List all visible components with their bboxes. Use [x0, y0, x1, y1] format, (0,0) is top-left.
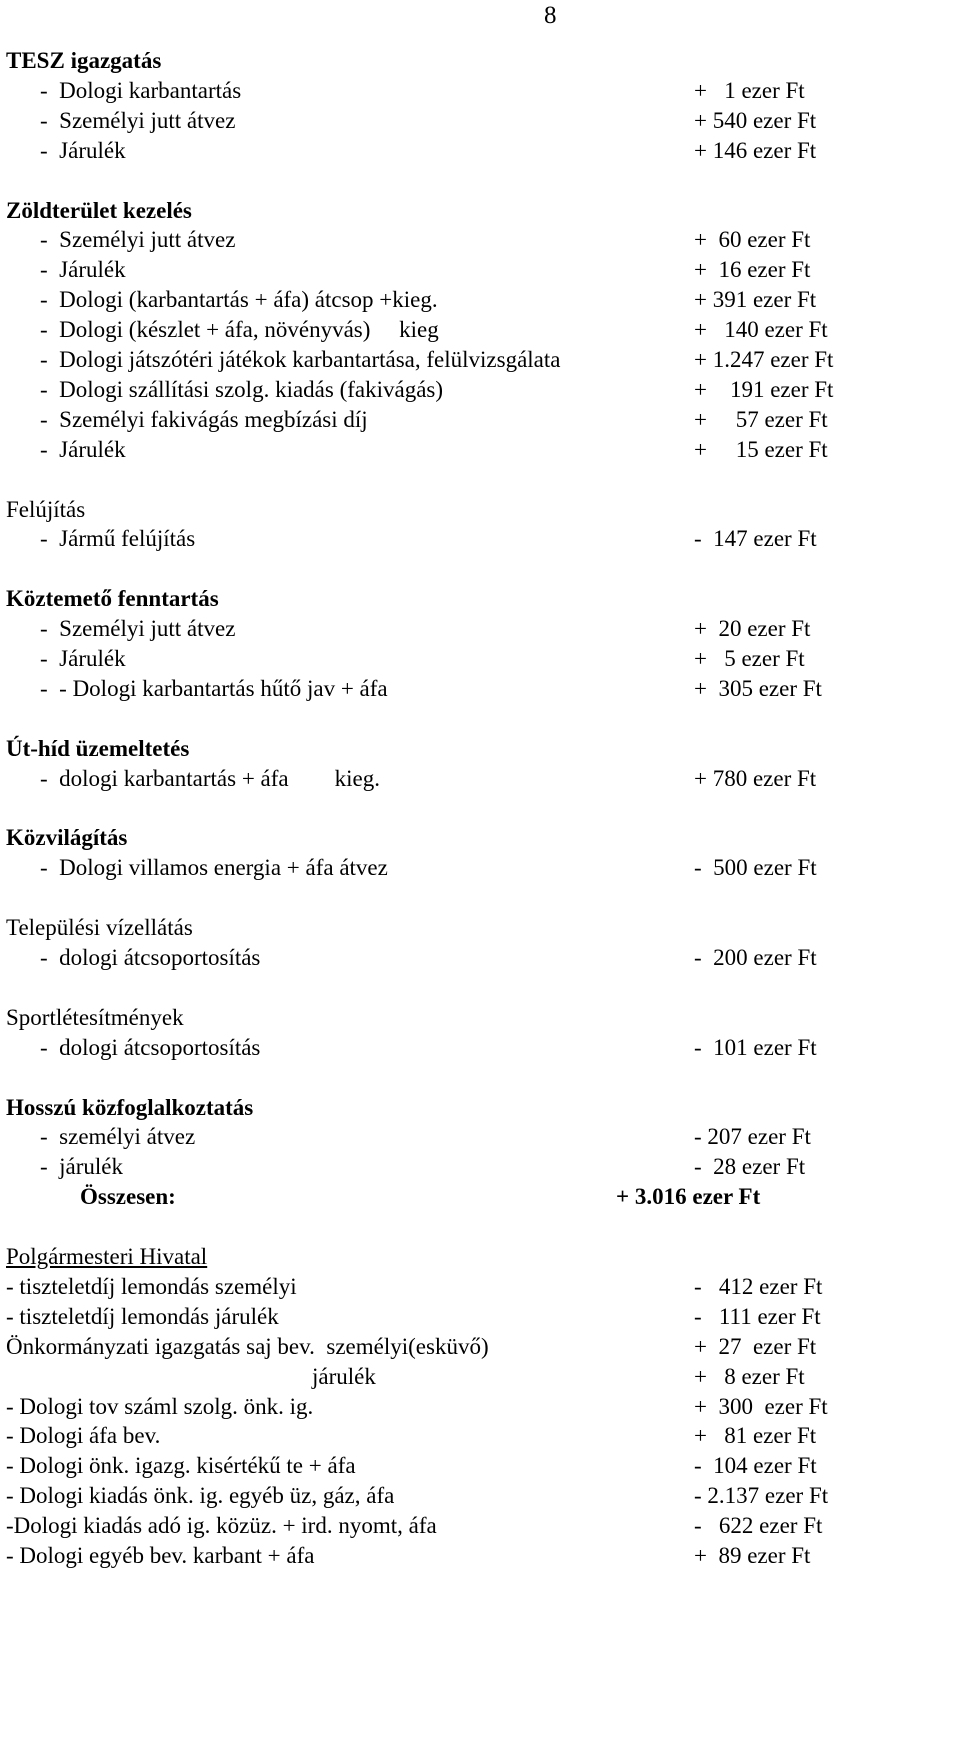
- blank-line: [0, 971, 960, 1004]
- line-amount: - 147 ezer Ft: [694, 526, 817, 551]
- line-amount: - 500 ezer Ft: [694, 855, 817, 880]
- line-item: [0, 762, 960, 795]
- line-label: Felújítás: [6, 497, 86, 522]
- line-item: [0, 433, 960, 466]
- blank-line: [0, 1210, 960, 1243]
- line-amount: - 101 ezer Ft: [694, 1035, 817, 1060]
- line-label: járulék: [312, 1364, 376, 1389]
- line-item: [0, 672, 960, 705]
- total-row: [0, 1180, 960, 1213]
- line-item: [0, 313, 960, 346]
- line-item: [0, 74, 960, 107]
- section-heading: [0, 44, 960, 77]
- line-amount: + 146 ezer Ft: [694, 138, 817, 163]
- line-item: [0, 104, 960, 137]
- line-label: Sportlétesítmények: [6, 1005, 184, 1030]
- line-label: - Járulék: [40, 646, 126, 671]
- line-item: [0, 1360, 960, 1393]
- line-amount: - 207 ezer Ft: [694, 1124, 811, 1149]
- line-amount: + 780 ezer Ft: [694, 766, 817, 791]
- line-label: Út-híd üzemeltetés: [6, 736, 190, 761]
- line-label: - Járulék: [40, 437, 126, 462]
- line-amount: + 300 ezer Ft: [694, 1394, 828, 1419]
- line-label: - Dologi tov száml szolg. önk. ig.: [6, 1394, 314, 1419]
- line-amount: + 140 ezer Ft: [694, 317, 828, 342]
- line-label: - Személyi jutt átvez: [40, 616, 236, 641]
- blank-line: [0, 164, 960, 197]
- blank-line: [0, 1061, 960, 1094]
- line-label: -Dologi kiadás adó ig. közüz. + ird. nyomt, áfa: [6, 1513, 437, 1538]
- line-label: - személyi átvez: [40, 1124, 196, 1149]
- line-label: - Dologi (karbantartás + áfa) átcsop +kieg.: [40, 287, 438, 312]
- line-amount: + 1.247 ezer Ft: [694, 347, 834, 372]
- line-item: [0, 1509, 960, 1542]
- line-label: - tiszteletdíj lemondás járulék: [6, 1304, 279, 1329]
- section-heading: [0, 911, 960, 944]
- line-item: [0, 1330, 960, 1363]
- line-amount: + 57 ezer Ft: [694, 407, 828, 432]
- line-amount: + 16 ezer Ft: [694, 257, 811, 282]
- line-item: [0, 403, 960, 436]
- section-heading: [0, 582, 960, 615]
- line-amount: - 412 ezer Ft: [694, 1274, 823, 1299]
- line-label: - Dologi önk. igazg. kisértékű te + áfa: [6, 1453, 356, 1478]
- line-label: TESZ igazgatás: [6, 48, 162, 73]
- line-item: [0, 1031, 960, 1064]
- line-item: [0, 283, 960, 316]
- section-heading: [0, 1240, 960, 1273]
- line-label: - Személyi fakivágás megbízási díj: [40, 407, 368, 432]
- line-label: - Dologi játszótéri játékok karbantartása, felülvizsgálata: [40, 347, 561, 372]
- blank-line: [0, 702, 960, 735]
- line-label: - Járulék: [40, 138, 126, 163]
- line-amount: + 1 ezer Ft: [694, 78, 805, 103]
- line-item: [0, 373, 960, 406]
- line-label: - Dologi (készlet + áfa, növényvás) kieg: [40, 317, 439, 342]
- line-label: Zöldterület kezelés: [6, 198, 192, 223]
- line-label: - Dologi karbantartás: [40, 78, 242, 103]
- line-amount: + 540 ezer Ft: [694, 108, 817, 133]
- line-amount: + 5 ezer Ft: [694, 646, 805, 671]
- line-item: [0, 1270, 960, 1303]
- line-amount: + 8 ezer Ft: [694, 1364, 805, 1389]
- line-amount: + 3.016 ezer Ft: [616, 1184, 761, 1209]
- line-label: - járulék: [40, 1154, 124, 1179]
- line-label: Összesen:: [80, 1184, 176, 1209]
- line-label: - dologi átcsoportosítás: [40, 1035, 261, 1060]
- line-amount: + 391 ezer Ft: [694, 287, 817, 312]
- line-label: - Dologi áfa bev.: [6, 1423, 161, 1448]
- line-label: - dologi karbantartás + áfa kieg.: [40, 766, 380, 791]
- line-label: - Személyi jutt átvez: [40, 108, 236, 133]
- line-label: Köztemető fenntartás: [6, 586, 219, 611]
- line-amount: + 191 ezer Ft: [694, 377, 834, 402]
- line-item: [0, 1150, 960, 1183]
- line-item: [0, 253, 960, 286]
- line-label: Polgármesteri Hivatal: [6, 1244, 208, 1269]
- line-amount: - 28 ezer Ft: [694, 1154, 806, 1179]
- line-label: - dologi átcsoportosítás: [40, 945, 261, 970]
- line-amount: - 111 ezer Ft: [694, 1304, 821, 1329]
- section-heading: [0, 732, 960, 765]
- line-label: - - Dologi karbantartás hűtő jav + áfa: [40, 676, 388, 701]
- line-item: [0, 612, 960, 645]
- line-item: [0, 522, 960, 555]
- line-item: [0, 343, 960, 376]
- page-number: 8: [544, 2, 557, 29]
- blank-line: [0, 463, 960, 496]
- line-item: [0, 1539, 960, 1572]
- line-amount: - 2.137 ezer Ft: [694, 1483, 829, 1508]
- line-amount: + 15 ezer Ft: [694, 437, 828, 462]
- line-label: - Dologi villamos energia + áfa átvez: [40, 855, 388, 880]
- line-amount: + 27 ezer Ft: [694, 1334, 817, 1359]
- line-label: - Dologi szállítási szolg. kiadás (fakivágás): [40, 377, 444, 402]
- line-label: - Dologi kiadás önk. ig. egyéb üz, gáz, áfa: [6, 1483, 395, 1508]
- line-amount: + 81 ezer Ft: [694, 1423, 817, 1448]
- section-heading: [0, 821, 960, 854]
- line-item: [0, 851, 960, 884]
- line-amount: - 200 ezer Ft: [694, 945, 817, 970]
- line-label: - Személyi jutt átvez: [40, 227, 236, 252]
- line-amount: - 622 ezer Ft: [694, 1513, 823, 1538]
- line-item: [0, 1419, 960, 1452]
- line-label: - Járulék: [40, 257, 126, 282]
- line-label: - Dologi egyéb bev. karbant + áfa: [6, 1543, 315, 1568]
- line-label: Önkormányzati igazgatás saj bev. személyi(esküvő): [6, 1334, 489, 1359]
- line-label: Közvilágítás: [6, 825, 128, 850]
- blank-line: [0, 881, 960, 914]
- line-amount: + 305 ezer Ft: [694, 676, 822, 701]
- line-label: - tiszteletdíj lemondás személyi: [6, 1274, 297, 1299]
- line-item: [0, 134, 960, 167]
- line-item: [0, 1120, 960, 1153]
- line-item: [0, 223, 960, 256]
- line-item: [0, 941, 960, 974]
- line-item: [0, 1300, 960, 1333]
- line-amount: + 60 ezer Ft: [694, 227, 811, 252]
- line-item: [0, 1479, 960, 1512]
- line-amount: + 20 ezer Ft: [694, 616, 811, 641]
- line-amount: + 89 ezer Ft: [694, 1543, 811, 1568]
- line-item: [0, 1449, 960, 1482]
- section-heading: [0, 1001, 960, 1034]
- blank-line: [0, 552, 960, 585]
- line-label: - Jármű felújítás: [40, 526, 196, 551]
- line-label: Települési vízellátás: [6, 915, 193, 940]
- line-item: [0, 642, 960, 675]
- line-amount: - 104 ezer Ft: [694, 1453, 817, 1478]
- line-label: Hosszú közfoglalkoztatás: [6, 1095, 254, 1120]
